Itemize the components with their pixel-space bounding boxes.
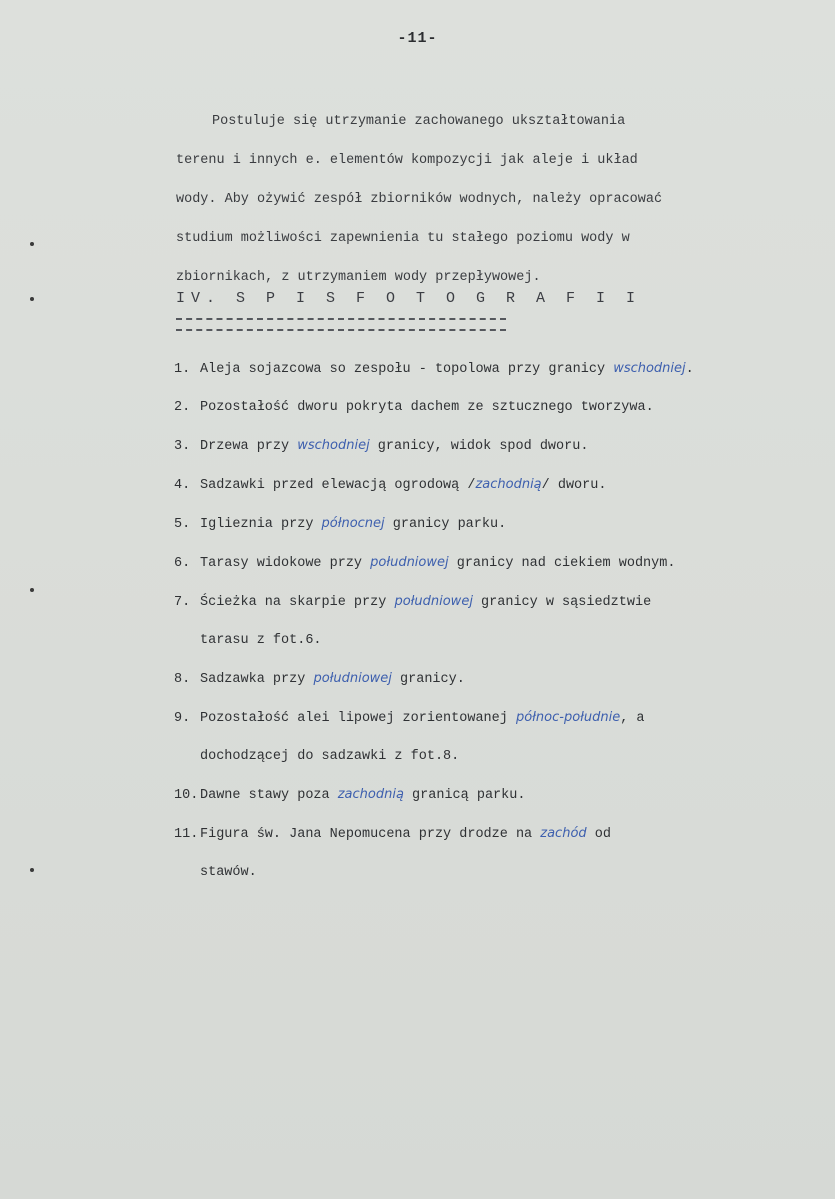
heading-underline xyxy=(176,318,506,331)
list-item xyxy=(174,776,814,815)
item-continuation: stawów. xyxy=(200,865,257,880)
item-text: Figura św. Jana Nepomucena przy drodze na xyxy=(200,827,533,842)
handwritten-annotation: południowej xyxy=(370,555,449,570)
item-text: Ścieżka na skarpie przy xyxy=(200,595,387,610)
item-number: 7. xyxy=(174,595,191,610)
item-text: Pozostałość alei lipowej zorientowanej xyxy=(200,711,508,726)
handwritten-annotation: zachodnią xyxy=(337,787,404,802)
list-item xyxy=(174,466,814,505)
item-text-after: . xyxy=(685,362,694,377)
item-text-after: granicy w sąsiedztwie xyxy=(472,595,652,610)
margin-mark xyxy=(30,868,34,872)
item-text: Sadzawka przy xyxy=(200,672,306,687)
item-number: 6. xyxy=(174,556,191,571)
item-number: 11. xyxy=(174,827,199,842)
item-number: 5. xyxy=(174,517,191,532)
handwritten-annotation: północnej xyxy=(321,516,385,531)
item-text-after: granicy parku. xyxy=(384,517,507,532)
item-text-after: granicy nad ciekiem wodnym. xyxy=(448,556,676,571)
list-item xyxy=(174,389,814,427)
item-text: Drzewa przy xyxy=(200,439,290,454)
item-number: 2. xyxy=(174,400,191,415)
list-item xyxy=(174,544,814,583)
item-text-after: , a xyxy=(620,711,645,726)
item-text-after: / dworu. xyxy=(541,478,607,493)
item-text: Aleja sojazcowa so zespołu - topolowa przy granicy xyxy=(200,362,606,377)
item-text: Dawne stawy poza xyxy=(200,788,330,803)
intro-paragraph xyxy=(176,102,796,297)
item-text: Tarasy widokowe przy xyxy=(200,556,363,571)
handwritten-annotation: południowej xyxy=(313,671,392,686)
intro-line: studium możliwości zapewnienia tu stałego poziomu wody w xyxy=(176,231,630,246)
intro-line: Postuluje się utrzymanie zachowanego ukształtowania xyxy=(212,114,626,129)
page-number: -11- xyxy=(397,30,438,47)
handwritten-annotation: północ-południe xyxy=(515,710,621,725)
list-item xyxy=(174,350,814,389)
item-text: Iglieznia przy xyxy=(200,517,314,532)
handwritten-annotation: zachodnią xyxy=(475,477,542,492)
margin-mark xyxy=(30,588,34,592)
intro-line: wody. Aby ożywić zespół zbiorników wodnych, należy opracować xyxy=(176,192,663,207)
intro-line: terenu i innych e. elementów kompozycji jak aleje i układ xyxy=(176,153,638,168)
item-text-after: granicą parku. xyxy=(403,788,526,803)
list-item xyxy=(174,815,814,892)
item-continuation: dochodzącej do sadzawki z fot.8. xyxy=(200,749,460,764)
item-number: 10. xyxy=(174,788,199,803)
handwritten-annotation: wschodniej xyxy=(297,438,370,453)
handwritten-annotation: południowej xyxy=(394,594,473,609)
item-text-after: od xyxy=(586,827,611,842)
margin-mark xyxy=(30,297,34,301)
handwritten-annotation: zachód xyxy=(540,826,587,841)
photo-list xyxy=(174,350,814,892)
intro-line: zbiornikach, z utrzymaniem wody przepływowej. xyxy=(176,270,541,285)
list-item xyxy=(174,660,814,699)
item-text: Pozostałość dworu pokryta dachem ze sztucznego tworzywa. xyxy=(200,400,654,415)
section-heading: IV. S P I S F O T O G R A F I I xyxy=(176,290,642,307)
item-number: 9. xyxy=(174,711,191,726)
handwritten-annotation: wschodniej xyxy=(613,361,686,376)
list-item xyxy=(174,427,814,466)
item-text-after: granicy, widok spod dworu. xyxy=(369,439,589,454)
item-number: 1. xyxy=(174,362,191,377)
list-item xyxy=(174,505,814,544)
item-number: 3. xyxy=(174,439,191,454)
item-number: 4. xyxy=(174,478,191,493)
item-number: 8. xyxy=(174,672,191,687)
list-item xyxy=(174,699,814,776)
item-text: Sadzawki przed elewacją ogrodową / xyxy=(200,478,476,493)
margin-mark xyxy=(30,242,34,246)
item-text-after: granicy. xyxy=(391,672,465,687)
item-continuation: tarasu z fot.6. xyxy=(200,633,322,648)
list-item xyxy=(174,583,814,660)
